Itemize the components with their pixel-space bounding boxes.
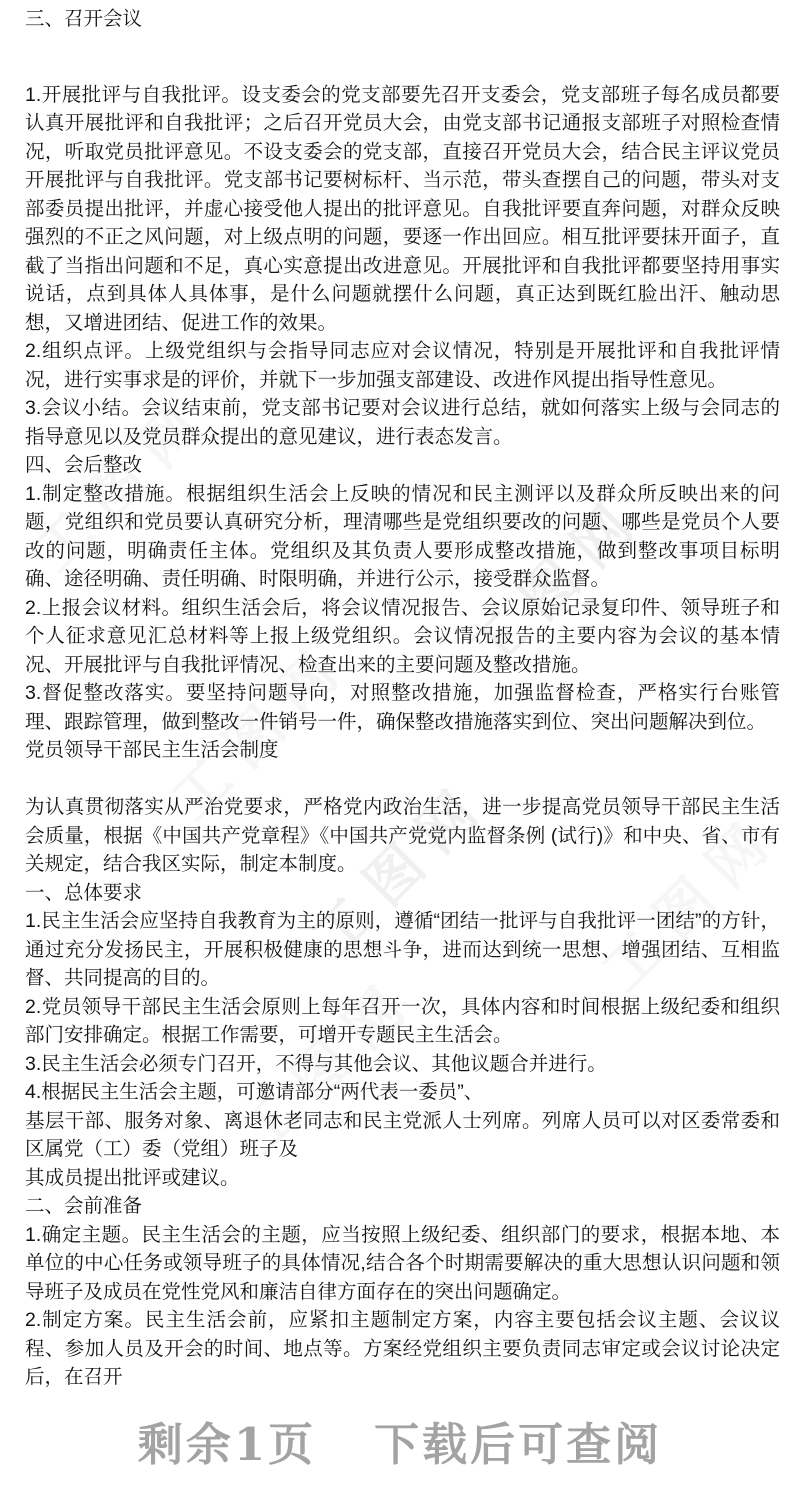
paragraph-meeting-summary: 3.会议小结。会议结束前，党支部书记要对会议进行总结，就如何落实上级与会同志的指导意见以及党员群众提出的意见建议，进行表态发言。 (25, 397, 780, 448)
paragraph-principle-self-education: 1.民主生活会应坚持自我教育为主的原则，遵循“团结一批评与自我批评一团结”的方针，通过充分发扬民主，开展积极健康的思想斗争，进而达到统一思想、增强团结、互相监督、共同提高的目的。 (25, 910, 780, 989)
paragraph-rectification-measures: 1.制定整改措施。根据组织生活会上反映的情况和民主测评以及群众所反映出来的问题，党组织和党员要认真研究分析，理清哪些是党组织要改的问题、哪些是党员个人要改的问题，明确责任主体。党组织及其负责人要形成整改措施，做到整改事项目标明确、途径明确、责任明确、时限明确，并进行公示，接受群众监督。 (25, 482, 780, 590)
paragraph-preamble: 为认真贯彻落实从严治党要求，严格党内政治生活，进一步提高党员领导干部民主生活会质量，根据《中国共产党章程》《中国共产党党内监督条例 (试行)》和中央、省、市有关规定，结合我区实际，制定本制度。 (25, 796, 780, 875)
paragraph-formulate-plan: 2.制定方案。民主生活会前，应紧扣主题制定方案，内容主要包括会议主题、会议议程、参加人员及开会的时间、地点等。方案经党组织主要负责同志审定或会议讨论决定后，在召开 (25, 1309, 780, 1388)
document-subtitle-democratic-life-meeting-system: 党员领导干部民主生活会制度 (25, 739, 279, 761)
paragraph-attendees-list: 基层干部、服务对象、离退休老同志和民主党派人士列席。列席人员可以对区委常委和区属党（工）委（党组）班子及 (25, 1109, 780, 1160)
paragraph-supervise-implementation: 3.督促整改落实。要坚持问题导向，对照整改措施，加强监督检查，严格实行台账管理、跟踪管理，做到整改一件销号一件，确保整改措施落实到位、突出问题解决到位。 (25, 682, 780, 733)
paragraph-report-materials: 2.上报会议材料。组织生活会后，将会议情况报告、会议原始记录复印件、领导班子和个人征求意见汇总材料等上报上级党组织。会议情况报告的主要内容为会议的基本情况、开展批评与自我批评情况、检查出来的主要问题及整改措施。 (25, 596, 780, 676)
paragraph-determine-theme: 1.确定主题。民主生活会的主题，应当按照上级纪委、组织部门的要求，根据本地、本单位的中心任务或领导班子的具体情况,结合各个时期需要解决的重大思想认识问题和领导班子及成员在党性党风和廉洁自律方面存在的突出问题确定。 (25, 1223, 780, 1303)
section-heading-convene-meeting: 三、召开会议 (25, 8, 143, 30)
paragraph-organization-review: 2.组织点评。上级党组织与会指导同志应对会议情况，特别是开展批评和自我批评情况，进行实事求是的评价，并就下一步加强支部建设、改进作风提出指导性意见。 (25, 340, 780, 391)
paragraph-invite-representatives: 4.根据民主生活会主题，可邀请部分“两代表一委员”、 (25, 1081, 484, 1103)
section-heading-post-meeting-rectification: 四、会后整改 (25, 454, 143, 476)
watermark-text: 工图网 (454, 481, 657, 684)
paragraph-members-suggestions: 其成员提出批评或建议。 (25, 1166, 240, 1189)
document-content (25, 5, 780, 1392)
pages-remaining-label: 剩余1页 (137, 1418, 317, 1471)
section-heading-general-requirements: 一、总体要求 (25, 881, 143, 904)
paragraph-dedicated-meeting: 3.民主生活会必须专门召开，不得与其他会议、其他议题合并进行。 (25, 1052, 607, 1075)
download-to-view-label: 下载后可查阅 (374, 1418, 663, 1471)
pages-remaining-banner (0, 1408, 800, 1473)
section-heading-pre-meeting-preparation: 二、会前准备 (25, 1195, 143, 1217)
watermark-text: 工图网 (299, 767, 502, 970)
paragraph-annual-meeting: 2.党员领导干部民主生活会原则上每年召开一次，具体内容和时间根据上级纪委和组织部门安排确定。根据工作需要，可增开专题民主生活会。 (25, 995, 780, 1046)
paragraph-criticism-self-criticism: 1.开展批评与自我批评。设支委会的党支部要先召开支委会，党支部班子每名成员都要认真开展批评和自我批评；之后召开党员大会，由党支部书记通报支部班子对照检查情况，听取党员批评意见。不设支委会的党支部，直接召开党员大会，结合民主评议党员开展批评与自我批评。党支部书记要树标杆、当示范，带头查摆自己的问题，带头对支部委员提出批评，并虚心接受他人提出的批评意见。自我批评要直奔问题，对群众反映强烈的不正之风问题，对上级点明的问题，要逐一作出回应。相互批评要抹开面子，直截了当指出问题和不足，真心实意提出改进意见。开展批评和自我批评都要坚持用事实说话，点到具体人具体事，是什么问题就摆什么问题，真正达到既红脸出汗、触动思想，又增进团结、促进工作的效果。 (25, 83, 780, 334)
